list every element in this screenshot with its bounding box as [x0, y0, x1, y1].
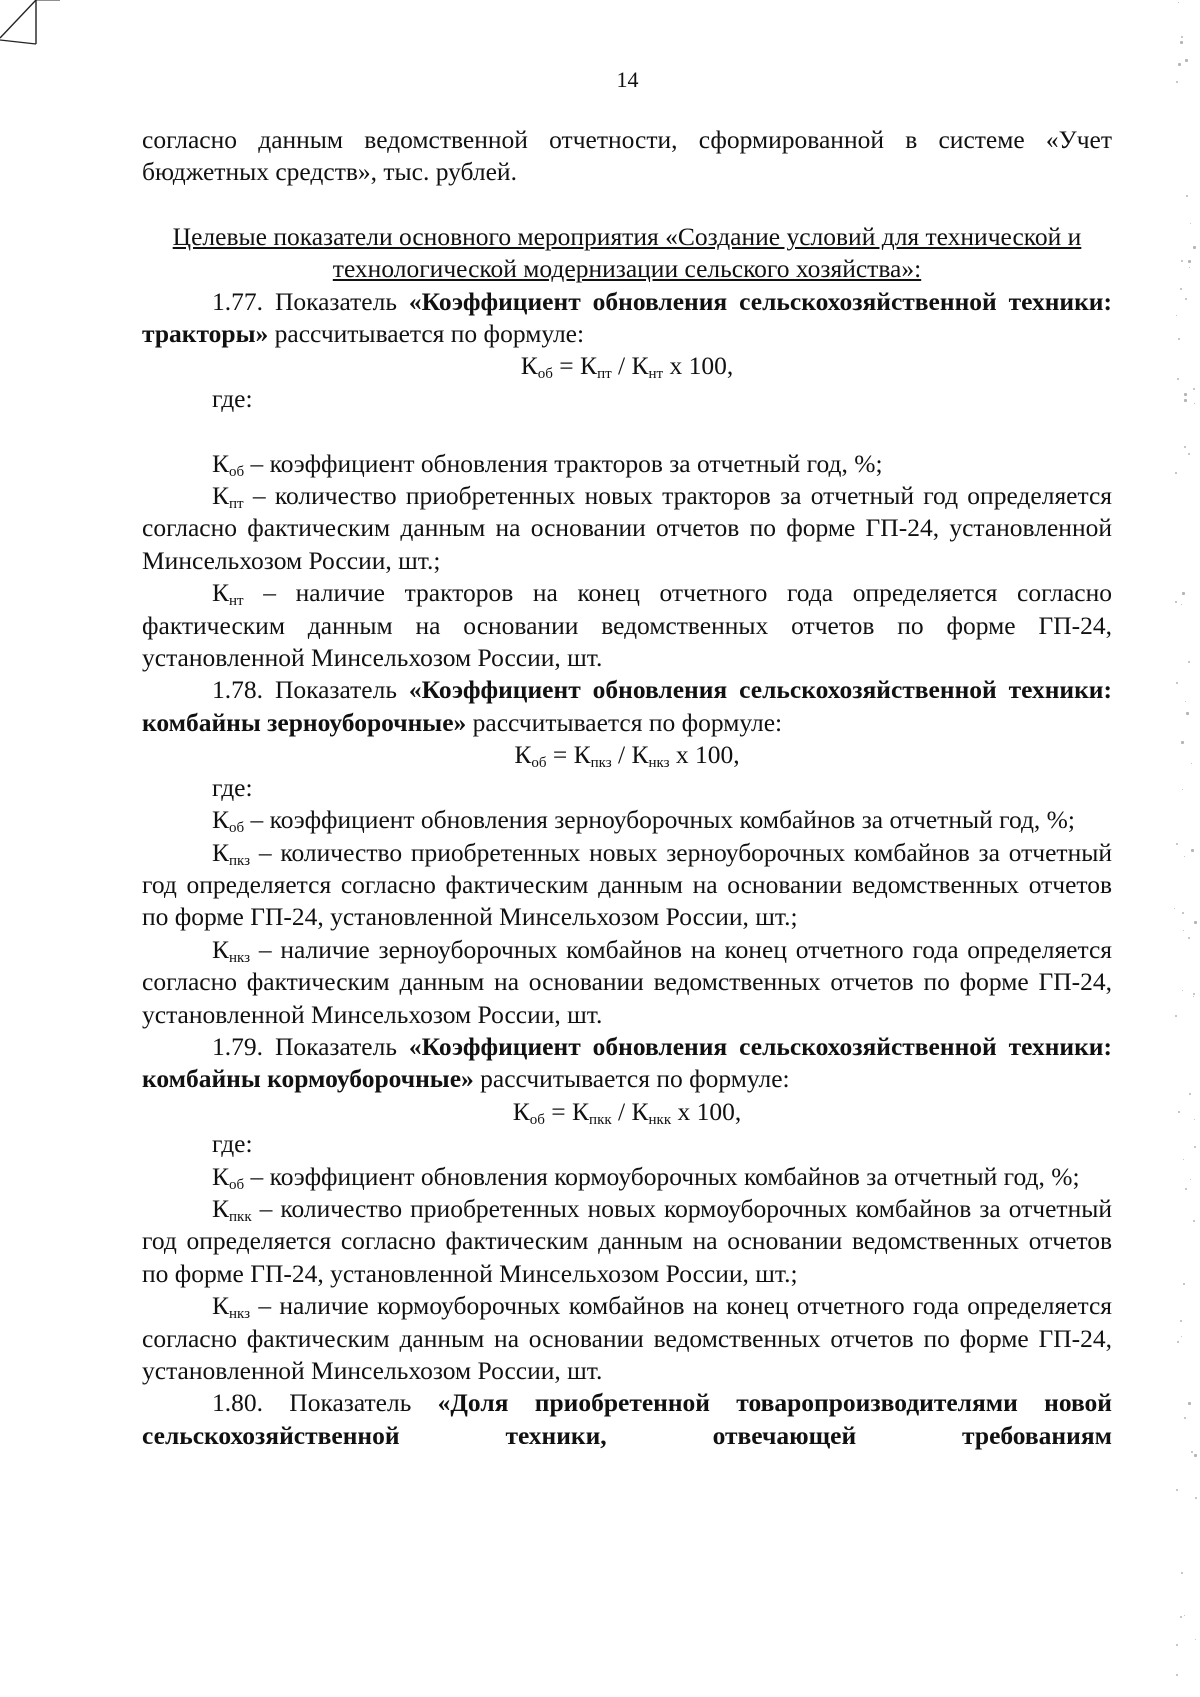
indicator-1-80 [142, 1387, 1112, 1452]
scan-corner-mark [0, 0, 60, 52]
indicator-title: «Коэффициент обновления сельскохозяйственной техники: комбайны зерноуборочные» [142, 675, 1112, 737]
scan-speck [1176, 1489, 1178, 1491]
where-label: где: [212, 772, 253, 802]
scan-speck [1177, 1341, 1179, 1343]
scan-speck [1186, 195, 1188, 197]
definition-row: $К_{об}$ – коэффициент обновления кормоуборочных комбайнов за отчетный год, %; [212, 1161, 1080, 1193]
scan-speck [1175, 1015, 1177, 1017]
definition-row: $К_{об}$ – коэффициент обновления тракторов за отчетный год, %; [212, 448, 883, 480]
scan-speck [1176, 682, 1178, 684]
definition-row: $К_{нкз}$ – наличие зерноуборочных комбайнов на конец отчетного года определяется согласно фактическим данным на основании ведомственных отчетов по форме ГП-24, установленной Минсельхозом России, шт. [142, 934, 1112, 1029]
page-number: 14 [616, 67, 639, 92]
blank-line [142, 415, 1112, 447]
scan-speck [1194, 1119, 1195, 1120]
scan-speck [1184, 856, 1185, 857]
scan-speck [1181, 741, 1184, 744]
scan-speck [1176, 1674, 1178, 1676]
scan-speck [1188, 1402, 1191, 1405]
scan-speck [1184, 393, 1187, 396]
scan-speck [1177, 378, 1179, 380]
definition-row: $К_{об}$ – коэффициент обновления зерноуборочных комбайнов за отчетный год, %; [212, 805, 1076, 837]
scan-speck [1189, 267, 1190, 268]
scan-speck [1182, 789, 1183, 790]
scan-speck [1189, 1093, 1191, 1095]
formula-1-78: $К_{об} = К_{пкз} / К_{нкз}$ х 100, [514, 740, 740, 772]
scan-speck [1191, 763, 1192, 764]
where-label: где: [212, 1129, 253, 1159]
definition-row: $К_{нт}$ – наличие тракторов на конец отчетного года определяется согласно фактическим данным на основании ведомственных отчетов по форме ГП-24, установленной Минсельхозом России, шт. [142, 578, 1112, 673]
indicator-prefix: 1.80. Показатель [212, 1388, 438, 1418]
scan-speck [1178, 63, 1181, 66]
scan-speck [1194, 403, 1195, 404]
scan-speck [1180, 41, 1183, 44]
scan-speck [1182, 912, 1184, 914]
document-body [142, 124, 1112, 1452]
indicator-suffix: рассчитывается по формуле: [466, 707, 783, 737]
indicator-1-78 [142, 674, 1112, 739]
scan-speck [1178, 2, 1179, 3]
scan-speck [1190, 223, 1191, 224]
scan-speck [1194, 1454, 1197, 1457]
scan-speck [1178, 338, 1180, 340]
scan-speck [1193, 996, 1194, 997]
indicator-1-77 [142, 286, 1112, 351]
scan-speck [1181, 604, 1182, 605]
indicator-suffix: рассчитывается по формуле: [268, 319, 585, 349]
scan-speck [1190, 1179, 1191, 1180]
definition-row: $К_{пт}$ – количество приобретенных новых тракторов за отчетный год определяется согласно фактическим данным на основании отчетов по форме ГП-24, установленной Минсельхозом России, шт.; [142, 481, 1112, 575]
scan-edge-noise [1170, 0, 1200, 1697]
scan-speck [1176, 81, 1178, 83]
definition-row: $К_{пкк}$ – количество приобретенных новых кормоуборочных комбайнов за отчетный год определяется согласно фактическим данным на основании ведомственных отчетов по форме ГП-24, установленной Минсельхозом России, шт.; [142, 1193, 1112, 1288]
indicator-suffix: рассчитывается по формуле: [473, 1064, 790, 1094]
scan-speck [1193, 246, 1196, 249]
scan-speck [1181, 36, 1183, 38]
scan-speck [1176, 843, 1178, 845]
scan-speck [1188, 260, 1191, 263]
indicator-title: «Коэффициент обновления сельскохозяйственной техники: комбайны кормоуборочные» [142, 1031, 1112, 1094]
indicator-1-79 [142, 1031, 1112, 1096]
scan-speck [1178, 1111, 1180, 1113]
scan-speck [1195, 1639, 1196, 1640]
scan-speck [1180, 1616, 1182, 1618]
intro-paragraph: согласно данным ведомственной отчетности, сформированной в системе «Учет бюджетных средств», тыс. рублей. [142, 125, 1112, 187]
scan-speck [1193, 1220, 1195, 1222]
scan-speck [1188, 661, 1190, 663]
scan-speck [1175, 601, 1177, 603]
definition-row: $К_{нкз}$ – наличие кормоуборочных комбайнов на конец отчетного года определяется согласно фактическим данным на основании ведомственных отчетов по форме ГП-24, установленной Минсельхозом России, шт. [142, 1291, 1112, 1386]
scan-speck [1183, 1159, 1184, 1160]
scan-speck [1191, 1451, 1193, 1453]
indicator-title: «Доля приобретенной товаропроизводителями новой сельскохозяйственной техники, отвечающей требованиям [142, 1388, 1112, 1450]
scan-speck [1182, 990, 1183, 991]
scan-speck [1185, 59, 1188, 62]
indicator-prefix: 1.79. Показатель [212, 1031, 409, 1061]
scan-speck [1181, 1572, 1183, 1574]
scan-speck [1180, 1320, 1182, 1322]
scan-speck [1184, 399, 1187, 402]
definition-row: $К_{пкз}$ – количество приобретенных новых зерноуборочных комбайнов за отчетный год определяется согласно фактическим данным на основании ведомственных отчетов по форме ГП-24, установленной Минсельхозом России, шт.; [142, 837, 1112, 932]
scan-speck [1183, 930, 1184, 931]
scan-speck [1184, 1417, 1186, 1419]
scan-speck [1193, 993, 1195, 995]
scan-speck [1194, 921, 1197, 924]
scan-speck [1175, 472, 1177, 474]
scan-speck [1174, 908, 1175, 909]
scan-speck [1180, 288, 1182, 290]
scan-speck [1176, 1644, 1178, 1646]
scan-speck [1188, 937, 1190, 939]
scan-speck [1183, 1283, 1185, 1285]
scan-speck [1185, 1188, 1187, 1190]
scan-speck [1191, 849, 1194, 852]
section-heading: Целевые показатели основного мероприятия «Создание условий для технической и технологической модернизации сельского хозяйства»: [172, 221, 1082, 284]
scan-speck [1176, 315, 1177, 316]
scan-speck [1185, 298, 1187, 300]
scan-speck [1193, 388, 1195, 390]
indicator-title: «Коэффициент обновления сельскохозяйственной техники: тракторы» [142, 286, 1112, 349]
where-label: где: [212, 383, 253, 413]
indicator-prefix: 1.77. Показатель [212, 286, 409, 316]
scan-speck [1181, 260, 1183, 262]
scan-speck [1186, 712, 1189, 715]
scan-speck [1185, 701, 1186, 702]
scan-speck [1194, 1146, 1196, 1148]
indicator-prefix: 1.78. Показатель [212, 675, 409, 705]
formula-1-79: $К_{об} = К_{пкк} / К_{нкк}$ х 100, [512, 1096, 742, 1128]
scan-speck [1181, 1336, 1182, 1337]
scan-speck [1184, 1615, 1185, 1616]
scan-speck [1182, 592, 1185, 595]
formula-1-77: $К_{об} = К_{пт} / К_{нт}$ х 100, [520, 351, 734, 383]
scan-speck [1188, 453, 1190, 455]
scan-speck [1195, 1497, 1197, 1499]
scan-speck [1184, 446, 1186, 448]
